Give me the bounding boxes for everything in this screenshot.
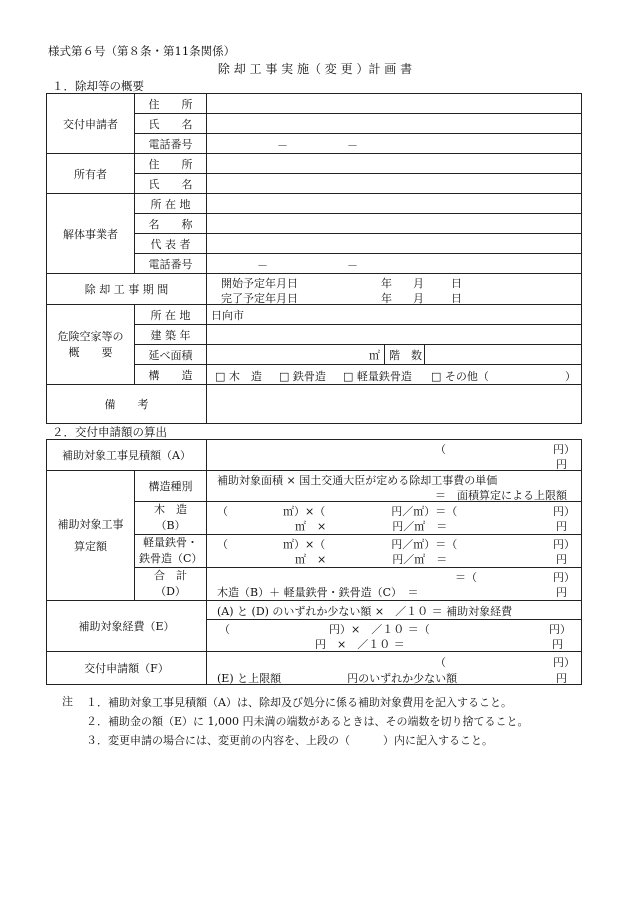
owner-address-field[interactable] — [207, 154, 582, 174]
structure-other-checkbox[interactable]: □ その他（ — [431, 370, 489, 383]
note-item-1: １．補助対象工事見積額（A）は、除却及び処分に係る補助対象費用を記入すること。 — [86, 696, 512, 709]
calc-label-line2: 算定額 — [74, 539, 107, 553]
open-paren: （ — [435, 656, 447, 669]
house-built-field[interactable] — [207, 325, 582, 345]
month-label: 月 — [413, 292, 424, 305]
applicant-label: 交付申請者 — [47, 94, 135, 154]
house-floors-label: 階 数 — [385, 345, 425, 365]
notes — [62, 693, 529, 750]
contractor-rep-label: 代 表 者 — [135, 234, 207, 254]
contractor-name-field[interactable] — [207, 214, 582, 234]
expense-formula: (A) と (D) のいずれか少ない額 × ／１０ ＝ 補助対象経費 — [217, 605, 513, 618]
estimate-label: 補助対象工事見積額（A） — [47, 440, 207, 471]
wood-calc-row1: （ ㎡）×（ 円／㎡）＝（ — [217, 505, 458, 518]
house-structure-field — [207, 365, 582, 385]
month-label: 月 — [413, 277, 424, 290]
house-label — [47, 305, 135, 385]
total-formula: 木造（B）＋ 軽量鉄骨・鉄骨造（C） ＝ — [217, 586, 419, 599]
house-location-value: 日向市 — [211, 308, 244, 322]
phone-dash: － — [277, 139, 288, 152]
phone-dash: － — [347, 139, 358, 152]
yen: 円 — [556, 458, 568, 471]
period-label: 除 却 工 事 期 間 — [47, 274, 207, 305]
yen: 円 — [556, 672, 568, 685]
yen-close: 円） — [553, 571, 576, 584]
contractor-location-label: 所 在 地 — [135, 194, 207, 214]
section2-heading: ２．交付申請額の算出 — [52, 425, 167, 439]
total-label-line2: （D） — [155, 585, 186, 598]
light-steel-label-line2: 鉄骨造（C） — [139, 552, 203, 565]
applicant-phone-label: 電話番号 — [135, 134, 207, 154]
remarks-field[interactable] — [207, 385, 582, 424]
yen: 円 — [556, 520, 568, 533]
contractor-name-label: 名 称 — [135, 214, 207, 234]
yen-close: 円） — [549, 623, 572, 636]
applicant-address-field[interactable] — [207, 94, 582, 114]
grant-field[interactable] — [207, 652, 582, 685]
year-label: 年 — [381, 292, 392, 305]
structure-light-steel-checkbox[interactable]: □ 軽量鉄骨造 — [343, 370, 412, 383]
yen: 円 — [556, 586, 568, 599]
start-date-label: 開始予定年月日 — [221, 277, 298, 290]
wood-label-line1: 木 造 — [154, 503, 187, 516]
yen-close: 円） — [553, 505, 576, 518]
light-steel-label — [135, 535, 207, 568]
yen: 円 — [556, 553, 568, 566]
applicant-name-field[interactable] — [207, 114, 582, 134]
light-steel-calc-field[interactable] — [207, 535, 582, 568]
wood-label — [135, 502, 207, 535]
day-label: 日 — [451, 277, 462, 290]
area-unit: ㎡ — [369, 348, 380, 362]
expense-formula-row — [207, 601, 581, 620]
formula-line1: 補助対象面積 × 国土交通大臣が定める除却工事費の単価 — [217, 474, 498, 487]
notes-mark: 注 — [62, 695, 73, 708]
grant-text: (E) と上限額 円のいずれか少ない額 — [217, 672, 458, 685]
formula-cell — [207, 471, 582, 502]
house-floors-field[interactable] — [425, 345, 582, 365]
owner-label: 所有者 — [47, 154, 135, 194]
light-steel-label-line1: 軽量鉄骨・ — [143, 536, 198, 549]
contractor-label: 解体事業者 — [47, 194, 135, 274]
structure-type-label: 構造種別 — [135, 471, 207, 502]
total-field[interactable] — [207, 568, 582, 601]
wood-label-line2: （B） — [155, 519, 186, 532]
expense-row2: 円 × ／１０ ＝ — [315, 638, 405, 651]
estimate-field[interactable] — [207, 440, 582, 471]
owner-name-field[interactable] — [207, 174, 582, 194]
house-built-label: 建 築 年 — [135, 325, 207, 345]
note-item-3: ３．変更申請の場合には、変更前の内容を、上段の（ ）内に記入すること。 — [86, 734, 493, 747]
close-paren: ） — [565, 370, 576, 383]
yen-close: 円） — [553, 656, 576, 669]
applicant-address-label: 住 所 — [135, 94, 207, 114]
wood-calc-row2: ㎡ × 円／㎡ ＝ — [295, 520, 448, 533]
overview-table — [46, 93, 582, 424]
section1-heading: １．除却等の概要 — [52, 79, 144, 93]
contractor-phone-field[interactable] — [207, 254, 582, 274]
wood-calc-field[interactable] — [207, 502, 582, 535]
document-title: 除 却 工 事 実 施（ 変 更 ）計 画 書 — [217, 62, 413, 76]
applicant-phone-field[interactable] — [207, 134, 582, 154]
grant-label: 交付申請額（F） — [47, 652, 207, 685]
house-area-label: 延べ面積 — [135, 345, 207, 365]
formula-line2: ＝ 面積算定による上限額 — [435, 489, 568, 502]
phone-dash: － — [347, 259, 358, 272]
house-structure-label: 構 造 — [135, 365, 207, 385]
yen-close: 円） — [553, 538, 576, 551]
total-label — [135, 568, 207, 601]
house-location-field[interactable] — [207, 305, 582, 325]
open-paren: （ — [435, 443, 447, 456]
house-area-field[interactable] — [207, 345, 385, 365]
phone-dash: － — [257, 259, 268, 272]
owner-address-label: 住 所 — [135, 154, 207, 174]
house-location-label: 所 在 地 — [135, 305, 207, 325]
total-label-line1: 合 計 — [154, 569, 187, 582]
light-steel-calc-row2: ㎡ × 円／㎡ ＝ — [295, 553, 448, 566]
owner-name-label: 氏 名 — [135, 174, 207, 194]
form-number: 様式第６号（第８条・第11条関係） — [48, 44, 236, 58]
expense-label: 補助対象経費（E） — [47, 601, 207, 652]
period-field[interactable] — [207, 274, 582, 305]
yen: 円 — [552, 638, 564, 651]
calculation-table — [46, 439, 582, 685]
contractor-location-field[interactable] — [207, 194, 582, 214]
day-label: 日 — [451, 292, 462, 305]
house-label-line2: 概 要 — [68, 345, 113, 359]
light-steel-calc-row1: （ ㎡）×（ 円／㎡）＝（ — [217, 538, 458, 551]
structure-wood-checkbox[interactable]: □ 木 造 — [215, 370, 262, 383]
applicant-name-label: 氏 名 — [135, 114, 207, 134]
note-item-2: ２．補助金の額（E）に 1,000 円未満の端数があるときは、その端数を切り捨てること。 — [86, 715, 529, 728]
calc-label-line1: 補助対象工事 — [57, 517, 124, 531]
end-date-label: 完了予定年月日 — [221, 292, 298, 305]
total-eq: ＝（ — [455, 571, 478, 584]
expense-row1: （ 円）× ／１０ ＝（ — [219, 623, 430, 636]
year-label: 年 — [381, 277, 392, 290]
calc-label — [47, 471, 135, 601]
structure-steel-checkbox[interactable]: □ 鉄骨造 — [279, 370, 326, 383]
yen-close: 円） — [553, 443, 576, 456]
house-label-line1: 危険空家等の — [57, 329, 124, 343]
contractor-phone-label: 電話番号 — [135, 254, 207, 274]
remarks-label: 備 考 — [47, 385, 207, 424]
expense-field[interactable] — [207, 601, 582, 652]
contractor-rep-field[interactable] — [207, 234, 582, 254]
